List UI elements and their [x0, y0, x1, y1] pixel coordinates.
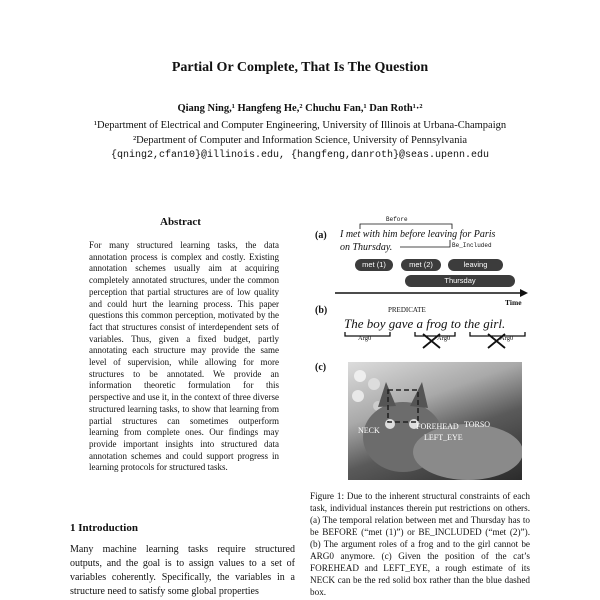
time-label: Time [505, 298, 522, 307]
affiliation-2: ²Department of Computer and Information Science, University of Pennsylvania [132, 135, 468, 146]
intro-heading: 1 Introduction [70, 522, 138, 534]
panel-c-label: (c) [315, 362, 327, 373]
argument-brackets [330, 310, 530, 350]
arg0-label-2: Arg0 [437, 335, 451, 342]
cat-illustration [348, 362, 522, 480]
pill-met-2: met (2) [401, 259, 441, 271]
time-arrowhead [520, 289, 528, 297]
sentence-b: The boy gave a frog to the girl. [344, 316, 506, 331]
forehead-label: FOREHEAD [416, 422, 459, 431]
left-eye-label: LEFT_EYE [424, 433, 463, 442]
abstract-text: For many structured learning tasks, the data annotation process is complex and costly. Existing annotation schemes usually aim at acquiring completely annotated structures, under the common perception that partial structures are of low quality and could hurt the learning process. This paper questions this common perception, motivated by the fact that structures consist of interdependent sets of variables. Thus, given a fixed budget, partly annotating each structure may provide the same level of supervision, while allowing for more structures to be annotated. We provide an information theoretic formulation for this perspective and use it, in the context of three diverse structured learning tasks, to show that learning from partial structures can sometimes outperform learning from complete ones. Our findings may provide important insights into structured data annotation schemes and could support progress in learning protocols for structured tasks. [89, 240, 279, 473]
paper-title: Partial Or Complete, That Is The Question [171, 60, 429, 75]
before-label: Before [386, 216, 408, 223]
torso-label: TORSO [464, 420, 491, 429]
cat-photo [348, 362, 522, 480]
pill-met-1: met (1) [355, 259, 393, 271]
sentence-a-2: on Thursday. [340, 242, 393, 253]
panel-a-label: (a) [315, 230, 327, 241]
affiliation-1: ¹Department of Electrical and Computer Engineering, University of Illinois at Urbana-Champaign [93, 120, 507, 131]
included-arc [400, 240, 450, 247]
intro-text: Many machine learning tasks require structured outputs, and the goal is to assign values to a set of variables coherently. Specifically, the variables in a structure need to satisfy some global properties [70, 544, 295, 597]
predicate-label: PREDICATE [388, 306, 426, 314]
panel-b-label: (b) [315, 305, 328, 316]
emails: {qning2,cfan10}@illinois.edu, {hangfeng,danroth}@seas.upenn.edu [110, 150, 490, 161]
arg0-label-3: Arg0 [500, 335, 514, 342]
figure-caption: Figure 1: Due to the inherent structural constraints of each task, individual instances therein put restrictions on others. (a) The temporal relation between met and Thursday has to be BEFORE (“met (1)”) or BE_INCLUDED (“met (2)”). (b) The argument roles of a frog and to the girl cannot be ARG0 anymore. (c) Given the position of the cat’s FOREHEAD and LEFT_EYE, a rough estimate of its NECK can be the red solid box rather than the blue dashed box. [310, 491, 530, 597]
authors: Qiang Ning,¹ Hangfeng He,² Chuchu Fan,¹ Dan Roth¹·² [177, 103, 423, 114]
arg0-label-1: Arg0 [358, 335, 372, 342]
neck-label: NECK [358, 426, 380, 435]
pill-leaving: leaving [448, 259, 503, 271]
before-arc [360, 224, 452, 229]
abstract-heading: Abstract [160, 216, 201, 228]
sentence-a-1: I met with him before leaving for Paris [340, 229, 496, 240]
pill-thursday: Thursday [405, 275, 515, 287]
be-included-label: Be_Included [452, 242, 492, 249]
